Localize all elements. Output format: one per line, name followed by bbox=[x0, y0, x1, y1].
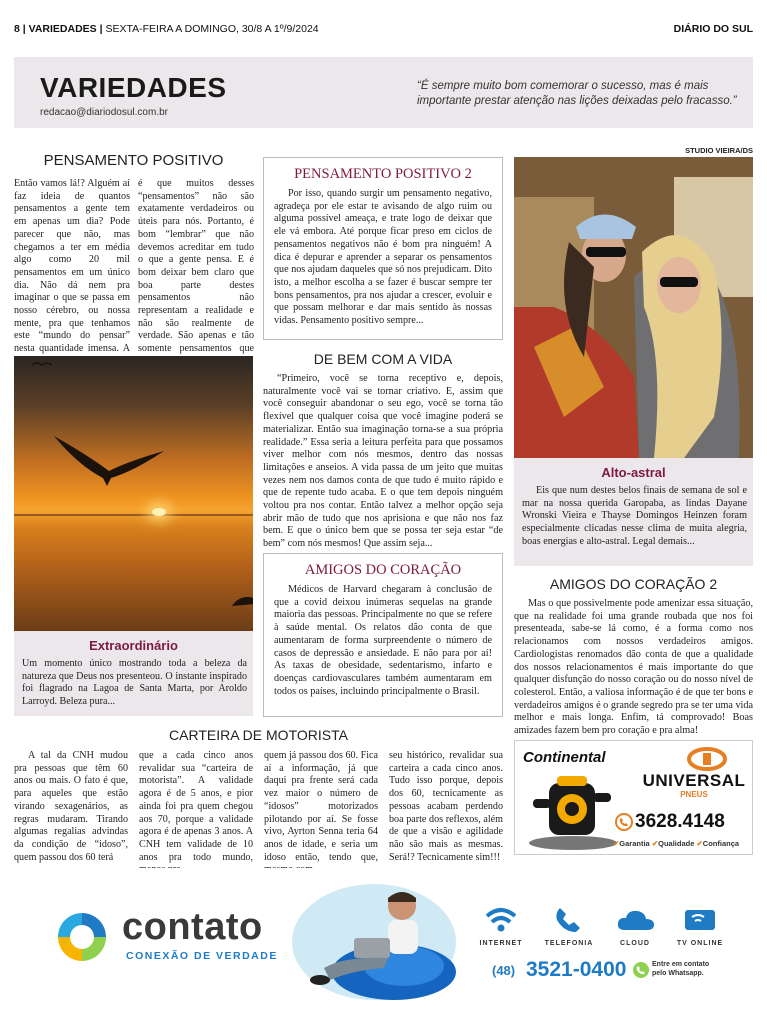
universal-tags bbox=[613, 839, 739, 848]
universal-logo-icon bbox=[687, 747, 727, 771]
bird-icon bbox=[232, 592, 253, 608]
carteira-col2: que a cada cinco anos revalidar sua “carteira de motorista”. A validade agora é de 5 anos, e pior ainda foi pra quem chegou aos 70, porque a validade agora é de apenas 3 anos. A CNH tem validade de 10 anos pra todo mundo, bbox=[139, 750, 253, 863]
debem-title: DE BEM COM A VIDA bbox=[313, 351, 453, 367]
tire-mascot-icon bbox=[527, 773, 619, 851]
friends-photo bbox=[514, 157, 753, 458]
universal-sub: PNEUS bbox=[680, 790, 708, 799]
phone-icon bbox=[554, 906, 582, 934]
page-number: 8 bbox=[14, 23, 20, 35]
amigos-box bbox=[263, 553, 503, 717]
pensamento2-title: PENSAMENTO POSITIVO 2 bbox=[294, 166, 472, 182]
contato-phone[interactable]: 3521-0400 bbox=[526, 958, 627, 981]
universal-pneus-ad[interactable] bbox=[514, 740, 753, 855]
cloud-icon bbox=[617, 908, 655, 932]
contato-ad[interactable] bbox=[14, 868, 753, 1008]
alto-title: Alto-astral bbox=[601, 465, 666, 480]
newspaper-name: DIÁRIO DO SUL bbox=[673, 23, 753, 35]
tag-item: Garantia bbox=[619, 839, 650, 848]
contato-tagline: CONEXÃO DE VERDADE bbox=[126, 950, 278, 962]
check-icon: ✔ bbox=[613, 839, 620, 848]
phone-icon bbox=[615, 813, 633, 831]
header-quote: “É sempre muito bom comemorar o sucesso, mas é mais importante prestar atenção nas lições deixadas pelo fracasso.” bbox=[417, 80, 737, 107]
photo-credit: STUDIO VIEIRA/DS bbox=[685, 146, 753, 155]
alto-text: Eis que num destes belos finais de semana de sol e mar na nossa querida Garopaba, as lindas Dayane Wronski Vieira e Thayse Domingos Heinzen foram especialmente clicadas nesse clima de muita alegria, boas energias e alto-astral. Legal demais... bbox=[522, 485, 747, 547]
service-label: TV ONLINE bbox=[676, 940, 724, 947]
bird-icon bbox=[32, 361, 52, 369]
pensamento-col1: Então vamos lá!? Alguém aí faz ideia de quantos pensamentos a gente tem em apenas um dia? Pode parecer que não, mas chegamos a ter em média algo como 20 mil pensamentos em um único dia. Não dá nem pra imaginar o que se passa em nosso cérebro, ou nossa mente, pra que tenhamos este “mundo do pensar” nesta quantidade imensa. A bbox=[14, 178, 130, 355]
pensamento2-text: Por isso, quando surgir um pensamento negativo, agradeça por ele estar te avisando de algo ruim ou alguma possível ameaça, e trate logo de deixar que ele vá embora. Até porque ficar preso em ciclos de pensamentos negativos não é bom pra ninguém! A dica é depurar e aprender a separar os pensamentos que nos ajudam daqueles que só nos prejudicam. Dito isto, a melhor escolha a se fazer é buscar sempre ter bons pensamentos, pra nos ajudar a crescer, evoluir e que possam melhorar e dar mais sentido às nossas vidas. Pensamento positivo sempre... bbox=[274, 188, 492, 327]
whatsapp-icon bbox=[632, 961, 650, 979]
sun-icon bbox=[152, 508, 166, 516]
tv-icon bbox=[683, 908, 717, 934]
contato-logo-icon bbox=[56, 911, 108, 963]
contato-ddd: (48) bbox=[492, 963, 516, 978]
debem-text: “Primeiro, você se torna receptivo e, depois, naturalmente você vai se tornar criativo. E, assim que você conseguir abandonar o seu ego, você se torna tão flexível que qualquer coisa que você imagine poderá se materializar. Então sua imaginação torna-se a sua própria realidade.” Essa seria a leitura perfeita para que possamos viver melhor com nós mesmos, dentro das nossas limitações e anseios. A vida passa de um jeito que muitas vezes nem nos damos conta de que tudo é muito rápido e que de repente tudo acaba. E o que tem depois ninguém voltou pra nos contar. Então talvez a melhor opção seja abrir mão de tudo que nos aprisiona e que não nos faz bem. E que o único bem que se possa ter seja estar “de bem” com nós mesmos! Que assim seja... bbox=[263, 373, 503, 550]
wifi-icon bbox=[484, 906, 518, 934]
tag-item: Confiança bbox=[702, 839, 740, 848]
service-label: CLOUD bbox=[620, 940, 650, 947]
amigos-text: Médicos de Harvard chegaram à conclusão de que a covid deixou inúmeras sequelas na grande maioria das pessoas. Principalmente no que se refere à saúde mental. Os relatos dão conta de que aumentaram de forma surpreendente o número de casos de depressão e ansiedade. E não para por aí! As taxas de obesidade, sedentarismo, infarto e doenças cardiovasculares também aumentaram em todos os países, incluindo principalmente o Brasil. bbox=[274, 584, 492, 697]
carteira-col4: seu histórico, revalidar sua carteira a cada cinco anos. Tudo isso porque, depois dos 60, tecnicamente as pessoas acabam perdendo boa parte dos reflexos, além de que a visão e agilidade não são mais as mesmas. Será!? Tecnicamente sim!!! bbox=[389, 750, 503, 863]
sunset-photo bbox=[14, 356, 253, 631]
tag-item: Qualidade bbox=[658, 839, 695, 848]
section-name: VARIEDADES bbox=[28, 23, 97, 35]
universal-phone[interactable]: 3628.4148 bbox=[635, 811, 725, 832]
extra-text: Um momento único mostrando toda a beleza da natureza que Deus nos presenteou. O instante inspirado foi flagrado na Lagoa de Santa Marta, por Aroldo Larroyd. Beleza pura... bbox=[22, 658, 247, 708]
service-label: INTERNET bbox=[479, 940, 523, 947]
folio: 8 | VARIEDADES | SEXTA-FEIRA A DOMINGO, 30/8 A 1º/9/2024 bbox=[14, 23, 319, 35]
extra-caption bbox=[14, 631, 253, 716]
contact-email[interactable]: redacao@diariodosul.com.br bbox=[40, 107, 168, 118]
amigos2-title: AMIGOS DO CORAÇÃO 2 bbox=[549, 576, 718, 592]
check-icon: ✔ bbox=[696, 839, 703, 848]
contato-name: contato bbox=[122, 906, 263, 948]
carteira-title: CARTEIRA DE MOTORISTA bbox=[169, 727, 348, 743]
pensamento2-box bbox=[263, 157, 503, 340]
seagull-icon bbox=[49, 426, 169, 496]
carteira-col1: A tal da CNH mudou pra pessoas que têm 60 anos ou mais. O fato é que, para aqueles que estão virando sexagenários, as regras mudaram. Tirando algumas regalias advindas da condição de “idoso”, quem passou dos 60 terá bbox=[14, 750, 128, 863]
service-label: TELEFONIA bbox=[544, 940, 594, 947]
carteira-col3: quem já passou dos 60. Fica aí a informação, já que daqui pra frente será cada vez maior o número de “idosos” motorizados pilotando por aí. Se fosse vivo, Ayrton Senna teria 64 anos de idade, e seria um idoso então, tendo que, bbox=[264, 750, 378, 863]
man-on-beanbag-illustration bbox=[284, 876, 484, 1004]
section-title: VARIEDADES bbox=[40, 72, 227, 103]
whatsapp-text: Entre em contato pelo Whatsapp. bbox=[652, 961, 710, 977]
continental-logo: Continental bbox=[523, 749, 606, 766]
horizon-line bbox=[14, 514, 253, 516]
friends-photo-illustration bbox=[514, 157, 753, 458]
section-header bbox=[14, 57, 753, 128]
pensamento-col2: é que muitos desses “pensamentos” não são exatamente verdadeiros ou úteis para nós. Portanto, é bom “lembrar” que não devemos acreditar em tudo o que a gente pensa. E é bom deixar bem claro que boa parte destes pensamentos não representam a realidade e não são realmente de verdade. São apenas e tão somente pensamentos que bbox=[138, 178, 254, 355]
amigos-title: AMIGOS DO CORAÇÃO bbox=[304, 562, 462, 578]
universal-name: UNIVERSAL bbox=[642, 771, 746, 790]
extra-title: Extraordinário bbox=[89, 638, 178, 653]
amigos2-text: Mas o que possivelmente pode amenizar essa situação, que na realidade foi uma grande roubada que nos foi presenteada, sabe-se lá como, é a forma como nos relacionamos com nossos verdadeiros amigos. Cardiologistas renomados dão conta de que a qualidade dos nossos relacionamentos é mais importante do que qualquer disfunção do nosso coração ou do nosso nível de colesterol. Então, a valiosa informação é de que ter bons e verdadeiros amigos é o grande segredo pra se ter uma vida melhor e mais longa. Enfim, tá comprovado! Boas amizades fazem bem pro coração e pra alma! bbox=[514, 598, 753, 737]
check-icon: ✔ bbox=[651, 839, 659, 848]
alto-caption bbox=[514, 458, 753, 566]
issue-date: SEXTA-FEIRA A DOMINGO, 30/8 A 1º/9/2024 bbox=[105, 23, 319, 35]
pensamento-title: PENSAMENTO POSITIVO bbox=[43, 152, 224, 169]
